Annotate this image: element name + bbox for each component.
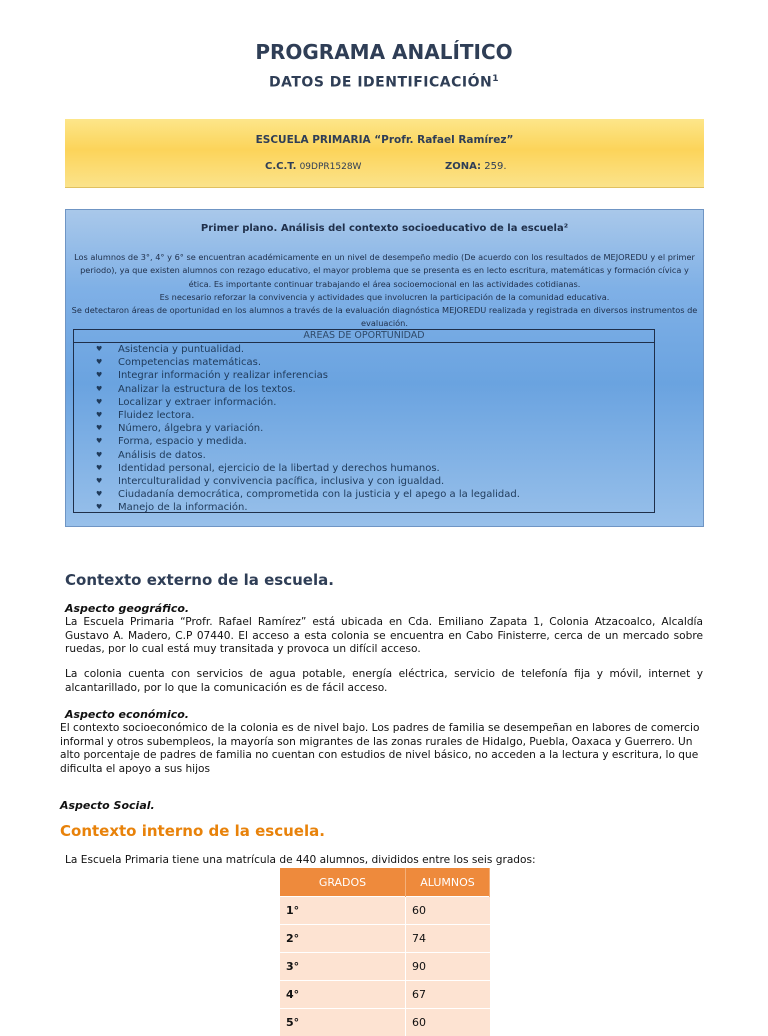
geo-paragraph-2: La colonia cuenta con servicios de agua potable, energía eléctrica, servicio de telefonía fija y móvil, internet y alcantarillado, por lo que la comunicación es de fácil acceso.	[65, 668, 703, 695]
geo-heading: Aspecto geográfico.	[65, 602, 189, 615]
list-item	[96, 343, 654, 356]
list-item	[96, 488, 654, 501]
column-header-alumnos: ALUMNOS	[406, 868, 490, 897]
analysis-paragraph: Los alumnos de 3°, 4° y 6° se encuentran académicamente en un nivel de desempeño medio (De acuerdo con los resultados de MEJOREDU y el primer periodo), ya que existen alumnos con rezago educativo, el mayor problema que se presenta es en lecto escritura, matemáticas y formación cívica y ética. Es importante continuar trabajando el área socioemocional en las actividades cotidianas.	[71, 251, 698, 291]
table-row	[280, 925, 490, 953]
school-name: ESCUELA PRIMARIA “Profr. Rafael Ramírez”	[65, 134, 704, 146]
cct-value: 09DPR1528W	[300, 162, 362, 172]
list-item	[96, 409, 654, 422]
table-row	[280, 897, 490, 925]
area-label: Interculturalidad y convivencia pacífica, inclusiva y con igualdad.	[118, 476, 444, 487]
area-label: Fluidez lectora.	[118, 410, 194, 421]
list-item	[96, 475, 654, 488]
area-label: Asistencia y puntualidad.	[118, 344, 244, 355]
students-cell: 90	[406, 953, 490, 981]
area-label: Analizar la estructura de los textos.	[118, 384, 296, 395]
zona-label: ZONA:	[445, 161, 481, 172]
students-cell: 60	[406, 897, 490, 925]
grade-cell: 5°	[280, 1009, 406, 1036]
grade-cell: 1°	[280, 897, 406, 925]
grade-cell: 2°	[280, 925, 406, 953]
context-analysis-text	[71, 251, 698, 331]
heart-bullet-icon: ♥	[96, 409, 118, 422]
students-cell: 67	[406, 981, 490, 1009]
area-label: Número, álgebra y variación.	[118, 423, 263, 434]
heart-bullet-icon: ♥	[96, 356, 118, 369]
page-subtitle	[0, 74, 768, 91]
school-info-box	[65, 119, 704, 188]
list-item	[96, 383, 654, 396]
context-analysis-title: Primer plano. Análisis del contexto socioeducativo de la escuela²	[66, 223, 703, 234]
list-item	[96, 422, 654, 435]
analysis-paragraph: Se detectaron áreas de oportunidad en los alumnos a través de la evaluación diagnóstica MEJOREDU realizada y registrada en diversos instrumentos de evaluación.	[71, 304, 698, 331]
geo-paragraph-1: La Escuela Primaria “Profr. Rafael Ramírez” está ubicada en Cda. Emiliano Zapata 1, Colonia Atzacoalco, Alcaldía Gustavo A. Madero, C.P 07440. El acceso a esta colonia se encuentra en Cabo Finisterre, cerca de un mercado sobre ruedas, por lo cual está muy transitada y provoca un difícil acceso.	[65, 616, 703, 657]
eco-paragraph: El contexto socioeconómico de la colonia es de nivel bajo. Los padres de familia se desempeñan en labores de comercio informal y otros subempleos, la mayoría son migrantes de las zonas rurales de Hidalgo, Puebla, Oaxaca y Guerrero. Un alto porcentaje de padres de familia no cuentan con estudios de nivel básico, no acceden a la lectura y escritura, lo que dificulta el apoyo a sus hijos	[60, 722, 705, 776]
heart-bullet-icon: ♥	[96, 501, 118, 514]
heart-bullet-icon: ♥	[96, 475, 118, 488]
heart-bullet-icon: ♥	[96, 396, 118, 409]
page-title: PROGRAMA ANALÍTICO	[0, 40, 768, 64]
context-analysis-box	[65, 209, 704, 527]
list-item	[96, 501, 654, 514]
area-label: Integrar información y realizar inferencias	[118, 370, 328, 381]
heart-bullet-icon: ♥	[96, 369, 118, 382]
heart-bullet-icon: ♥	[96, 449, 118, 462]
enrollment-intro: La Escuela Primaria tiene una matrícula de 440 alumnos, divididos entre los seis grados:	[65, 854, 705, 868]
heart-bullet-icon: ♥	[96, 383, 118, 396]
social-heading: Aspecto Social.	[60, 799, 155, 812]
list-item	[96, 396, 654, 409]
subtitle-text: DATOS DE IDENTIFICACIÓN	[269, 75, 492, 91]
zona-field	[445, 161, 507, 172]
area-label: Forma, espacio y medida.	[118, 436, 247, 447]
external-context-heading: Contexto externo de la escuela.	[65, 571, 334, 589]
eco-heading: Aspecto económico.	[65, 708, 189, 721]
heart-bullet-icon: ♥	[96, 435, 118, 448]
heart-bullet-icon: ♥	[96, 462, 118, 475]
area-label: Ciudadanía democrática, comprometida con la justicia y el apego a la legalidad.	[118, 489, 520, 500]
heart-bullet-icon: ♥	[96, 343, 118, 356]
zona-value: 259.	[484, 161, 506, 172]
areas-list	[74, 343, 654, 515]
grade-cell: 4°	[280, 981, 406, 1009]
areas-header: AREAS DE OPORTUNIDAD	[74, 330, 654, 343]
area-label: Localizar y extraer información.	[118, 397, 276, 408]
table-row	[280, 1009, 490, 1036]
table-row	[280, 981, 490, 1009]
heart-bullet-icon: ♥	[96, 488, 118, 501]
area-label: Competencias matemáticas.	[118, 357, 261, 368]
students-cell: 60	[406, 1009, 490, 1036]
internal-context-heading: Contexto interno de la escuela.	[60, 822, 325, 840]
heart-bullet-icon: ♥	[96, 422, 118, 435]
area-label: Análisis de datos.	[118, 450, 206, 461]
area-label: Identidad personal, ejercicio de la libertad y derechos humanos.	[118, 463, 440, 474]
cct-label: C.C.T.	[265, 161, 296, 172]
table-header-row	[280, 868, 490, 897]
list-item	[96, 356, 654, 369]
students-cell: 74	[406, 925, 490, 953]
list-item	[96, 369, 654, 382]
table-row	[280, 953, 490, 981]
list-item	[96, 435, 654, 448]
column-header-grados: GRADOS	[280, 868, 406, 897]
cct-field	[265, 161, 361, 172]
analysis-paragraph: Es necesario reforzar la convivencia y actividades que involucren la participación de la comunidad educativa.	[71, 291, 698, 304]
list-item	[96, 449, 654, 462]
area-label: Manejo de la información.	[118, 502, 248, 513]
enrollment-table	[280, 868, 490, 1036]
footnote-marker: 1	[492, 74, 499, 84]
list-item	[96, 462, 654, 475]
areas-of-opportunity-box	[73, 329, 655, 513]
grade-cell: 3°	[280, 953, 406, 981]
